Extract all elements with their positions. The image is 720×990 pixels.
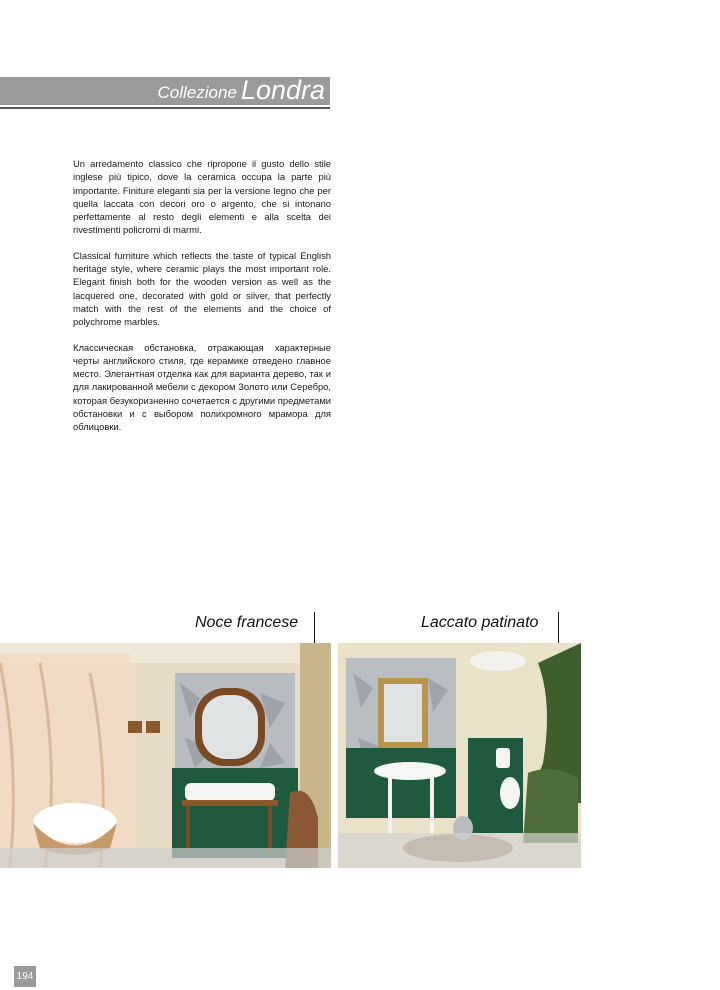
title-main: Londra xyxy=(240,75,325,105)
description-english: Classical furniture which reflects the taste of typical English heritage style, where ceramic plays the most important role. Elegant finish both for the wooden version as well as the lacquered one, decorated with gold or silver, that perfectly match with the rest of the elements and the choice of polychrome marbles. xyxy=(73,249,331,328)
title-prefix: Collezione xyxy=(157,83,237,102)
caption-right: Laccato patinato xyxy=(421,614,539,631)
description-column xyxy=(73,157,331,446)
collection-title-band xyxy=(0,77,330,105)
photo-laccato-patinato xyxy=(338,643,581,868)
description-russian: Классическая обстановка, отражающая характерные черты английского стиля, где керамике отведено главное место. Элегантная отделка как для варианта дерево, так и для лакированной мебели с декором Золото или Серебро, которая безукоризненно сочетается с другими предметами обстановки и с выбором полихромного мрамора для облицовки. xyxy=(73,341,331,433)
page-number: 194 xyxy=(14,966,36,987)
caption-left: Noce francese xyxy=(195,614,299,631)
photo-noce-francese xyxy=(0,643,331,868)
description-italian: Un arredamento classico che ripropone il gusto dello stile inglese più tipico, dove la ceramica occupa la parte più importante. Finiture eleganti sia per la versione legno che per quella laccata con decori oro o argento, che si intonano perfettamente al resto degli elementi e alla scelta dei rivestimenti policromi di marmi. xyxy=(73,158,331,236)
title-underline xyxy=(0,107,330,109)
